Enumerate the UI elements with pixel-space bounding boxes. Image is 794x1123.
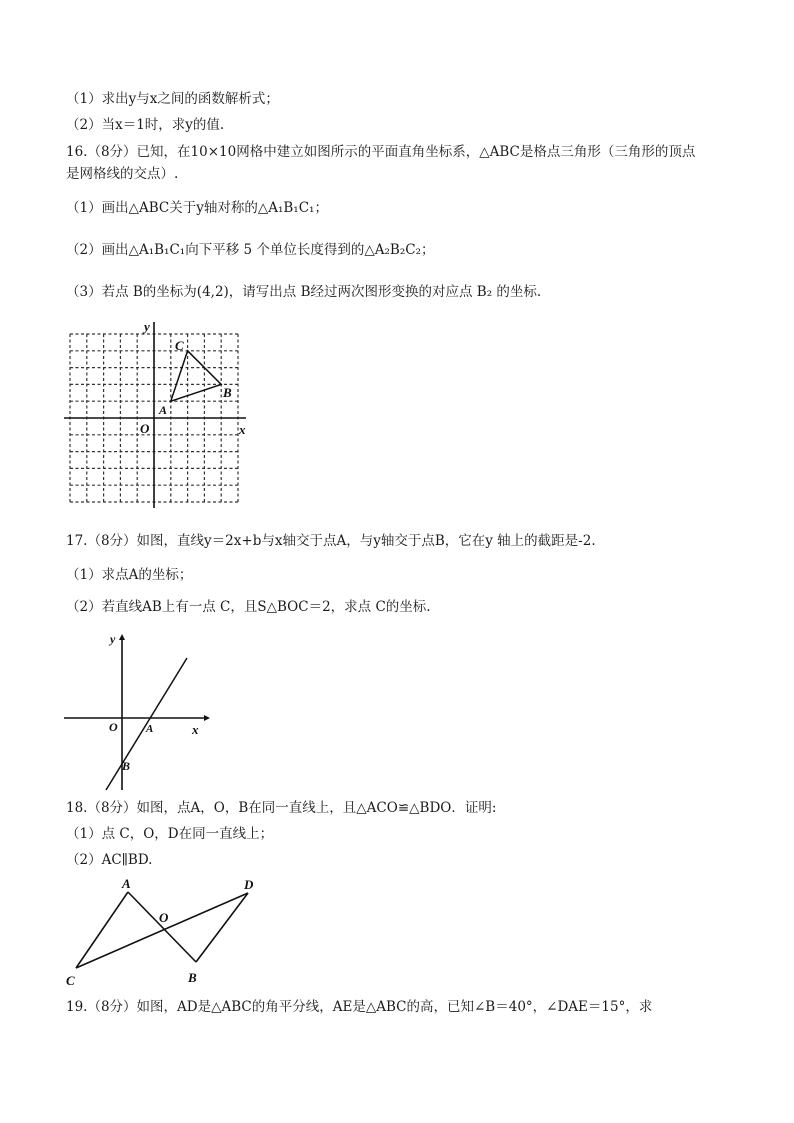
x-axis-label: x bbox=[192, 722, 199, 737]
origin-label: O bbox=[140, 421, 150, 436]
q17-part2: （2）若直线AB上有一点 C，且S△BOC＝2，求点 C的坐标. bbox=[66, 599, 431, 615]
y-axis-arrow bbox=[119, 634, 125, 640]
q16-grid-figure bbox=[62, 318, 252, 518]
q17-stem: 17.（8分）如图，直线y＝2x+b与x轴交于点A，与y轴交于点B，它在y 轴上的截距是-2. bbox=[66, 533, 596, 549]
q18-geometry-figure bbox=[62, 876, 272, 992]
q17-part1: （1）求点A的坐标； bbox=[66, 567, 193, 583]
q19-stem: 19.（8分）如图，AD是△ABC的角平分线，AE是△ABC的高，已知∠B＝40°，∠DAE＝15°，求 bbox=[66, 999, 653, 1015]
point-a-label: A bbox=[159, 403, 168, 417]
x-axis-arrow bbox=[204, 715, 210, 721]
q18-stem: 18.（8分）如图，点A，O，B在同一直线上，且△ACO≌△BDO．证明: bbox=[66, 800, 497, 816]
segment-bd bbox=[196, 893, 248, 962]
q16-stem-line1: 16.（8分）已知，在10×10网格中建立如图所示的平面直角坐标系，△ABC是格点三角形（三角形的顶点 bbox=[66, 144, 696, 160]
origin-label: O bbox=[109, 720, 118, 734]
q18-part2: （2）AC∥BD. bbox=[66, 852, 153, 868]
q16-part3: （3）若点 B的坐标为(4,2)，请写出点 B经过两次图形变换的对应点 B₂ 的坐标. bbox=[66, 284, 542, 300]
segment-ab bbox=[128, 892, 196, 962]
x-axis-label: x bbox=[239, 422, 246, 437]
q16-stem-line2: 是网格线的交点）. bbox=[66, 166, 179, 182]
q18-part1: （1）点 C，O，D在同一直线上； bbox=[66, 826, 274, 842]
triangle-abc bbox=[171, 351, 221, 401]
point-c-label: C bbox=[175, 338, 184, 353]
point-b-label: B bbox=[188, 970, 197, 985]
y-axis-label: y bbox=[144, 319, 150, 334]
q16-part2: （2）画出△A₁B₁C₁向下平移 5 个单位长度得到的△A₂B₂C₂； bbox=[66, 242, 435, 258]
q16-part1: （1）画出△ABC关于y轴对称的△A₁B₁C₁； bbox=[66, 200, 328, 216]
y-axis-label: y bbox=[110, 632, 116, 646]
point-a-label: A bbox=[146, 723, 154, 735]
q15-part1: （1）求出y与x之间的函数解析式； bbox=[66, 91, 279, 107]
point-d-label: D bbox=[244, 877, 254, 892]
point-o-label: O bbox=[159, 910, 169, 925]
q17-line-figure bbox=[62, 630, 212, 792]
point-b-label: B bbox=[122, 759, 131, 773]
point-a-label: A bbox=[122, 876, 131, 891]
point-c-label: C bbox=[66, 973, 75, 988]
q15-part2: （2）当x＝1时，求y的值. bbox=[66, 117, 225, 133]
point-b-label: B bbox=[223, 385, 232, 400]
